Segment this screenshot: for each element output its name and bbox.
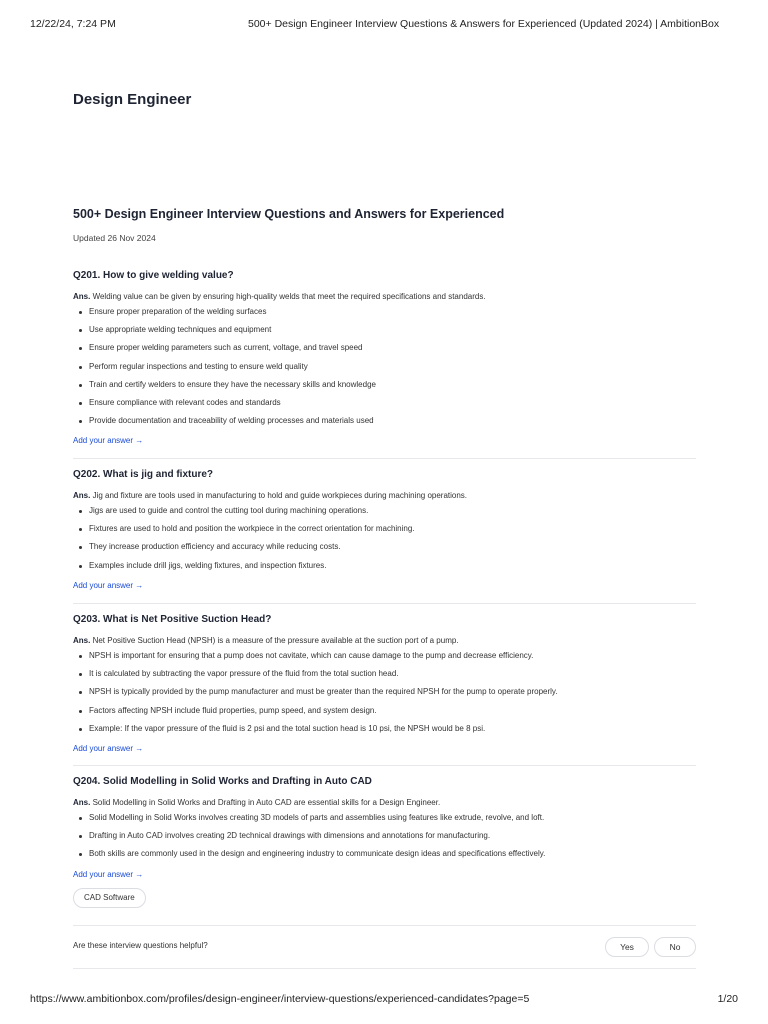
answer-point: It is calculated by subtracting the vapor pressure of the fluid from the total suction head. [73, 665, 696, 683]
answer-summary [73, 490, 696, 502]
divider [73, 765, 696, 766]
add-answer-link[interactable]: Add your answer → [73, 869, 144, 879]
divider [73, 603, 696, 604]
answer-prefix: Ans. [73, 798, 91, 807]
answer-point: Provide documentation and traceability of welding processes and materials used [73, 412, 696, 430]
answer-point: Use appropriate welding techniques and equipment [73, 321, 696, 339]
answer-point: Factors affecting NPSH include fluid properties, pump speed, and system design. [73, 702, 696, 720]
answer-text: Welding value can be given by ensuring high-quality welds that meet the required specifications and standards. [92, 292, 486, 301]
question-title: Q201. How to give welding value? [73, 270, 234, 281]
answer-point: Example: If the vapor pressure of the fluid is 2 psi and the total suction head is 10 psi, the NPSH would be 8 psi. [73, 720, 696, 738]
answer-text: Jig and fixture are tools used in manufacturing to hold and guide workpieces during machining operations. [92, 491, 468, 500]
print-footer [30, 993, 738, 1007]
answer-points [73, 647, 696, 738]
answer-point: Ensure proper welding parameters such as current, voltage, and travel speed [73, 339, 696, 357]
answer-points [73, 809, 696, 864]
answer-points [73, 303, 696, 430]
question-block [73, 775, 696, 882]
answer-summary [73, 291, 696, 303]
print-page-number: 1/20 [717, 993, 738, 1005]
divider [73, 925, 696, 926]
question-title: Q203. What is Net Positive Suction Head? [73, 614, 272, 625]
print-datetime: 12/22/24, 7:24 PM [30, 18, 116, 30]
answer-point: Fixtures are used to hold and position the workpiece in the correct orientation for machining. [73, 520, 696, 538]
updated-date: Updated 26 Nov 2024 [73, 233, 156, 243]
answer-prefix: Ans. [73, 292, 91, 301]
question-block [73, 468, 696, 593]
question-block [73, 613, 696, 756]
tag-cad-software[interactable]: CAD Software [73, 888, 146, 908]
feedback-yes-button[interactable]: Yes [605, 937, 649, 957]
feedback-no-button[interactable]: No [654, 937, 696, 957]
answer-point: They increase production efficiency and accuracy while reducing costs. [73, 538, 696, 556]
answer-point: NPSH is typically provided by the pump manufacturer and must be greater than the required NPSH for the pump to operate properly. [73, 683, 696, 701]
print-header [30, 18, 738, 32]
answer-point: Drafting in Auto CAD involves creating 2D technical drawings with dimensions and annotations for manufacturing. [73, 827, 696, 845]
feedback-question: Are these interview questions helpful? [73, 941, 208, 950]
answer-point: Ensure proper preparation of the welding surfaces [73, 303, 696, 321]
answer-point: Train and certify welders to ensure they have the necessary skills and knowledge [73, 376, 696, 394]
question-title: Q202. What is jig and fixture? [73, 469, 214, 480]
print-document-title: 500+ Design Engineer Interview Questions & Answers for Experienced (Updated 2024) | AmbitionBox [248, 18, 720, 30]
answer-point: Jigs are used to guide and control the cutting tool during machining operations. [73, 502, 696, 520]
add-answer-link[interactable]: Add your answer → [73, 580, 144, 590]
page-heading: 500+ Design Engineer Interview Questions and Answers for Experienced [73, 207, 505, 221]
add-answer-link[interactable]: Add your answer → [73, 743, 144, 753]
add-answer-link[interactable]: Add your answer → [73, 436, 144, 446]
answer-summary [73, 635, 696, 647]
print-url: https://www.ambitionbox.com/profiles/design-engineer/interview-questions/experienced-candidates?page=5 [30, 993, 530, 1005]
answer-text: Solid Modelling in Solid Works and Drafting in Auto CAD are essential skills for a Design Engineer. [92, 798, 441, 807]
answer-text: Net Positive Suction Head (NPSH) is a measure of the pressure available at the suction port of a pump. [92, 636, 459, 645]
profile-title: Design Engineer [73, 91, 192, 108]
divider [73, 968, 696, 969]
answer-points [73, 502, 696, 575]
answer-point: Examples include drill jigs, welding fixtures, and inspection fixtures. [73, 557, 696, 575]
answer-point: NPSH is important for ensuring that a pump does not cavitate, which can cause damage to the pump and decrease efficiency. [73, 647, 696, 665]
answer-point: Ensure compliance with relevant codes and standards [73, 394, 696, 412]
question-title: Q204. Solid Modelling in Solid Works and Drafting in Auto CAD [73, 776, 372, 787]
answer-point: Perform regular inspections and testing to ensure weld quality [73, 358, 696, 376]
answer-point: Both skills are commonly used in the design and engineering industry to communicate design ideas and specifications effectively. [73, 845, 696, 863]
answer-prefix: Ans. [73, 636, 91, 645]
answer-summary [73, 797, 696, 809]
answer-point: Solid Modelling in Solid Works involves creating 3D models of parts and assemblies using features like extrude, revolve, and loft. [73, 809, 696, 827]
question-block [73, 269, 696, 448]
divider [73, 458, 696, 459]
answer-prefix: Ans. [73, 491, 91, 500]
